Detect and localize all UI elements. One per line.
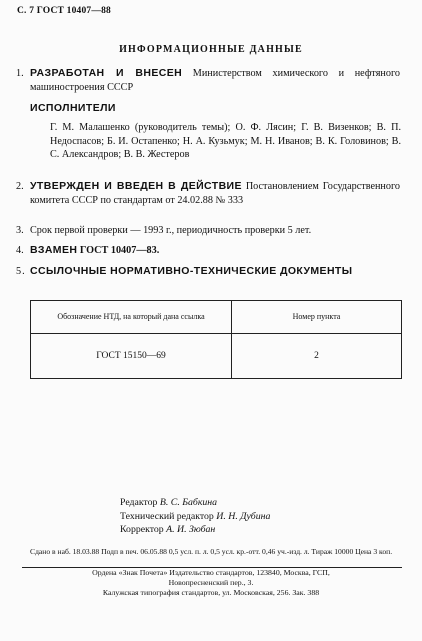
item-caption: РАЗРАБОТАН И ВНЕСЕН bbox=[30, 67, 183, 79]
publisher-info bbox=[0, 568, 422, 598]
column-header-clause: Номер пункта bbox=[232, 301, 402, 334]
table-header-row bbox=[31, 301, 402, 334]
item-number: 1. bbox=[16, 68, 24, 79]
editor-role: Редактор bbox=[120, 497, 158, 508]
table-row bbox=[31, 334, 402, 379]
info-item-4 bbox=[16, 244, 400, 258]
executors-heading: ИСПОЛНИТЕЛИ bbox=[30, 102, 116, 114]
column-header-document: Обозначение НТД, на который дана ссылка bbox=[31, 301, 232, 334]
print-details: Сдано в наб. 18.03.88 Подп в печ. 06.05.88 0,5 усл. п. л. 0,5 усл. кр.-отт. 0,46 уч.-изд. л. Тираж 10000 Цена 3 коп. bbox=[30, 547, 393, 556]
item-text: Постановлением Государственного комитета СССР по стандартам от 24.02.88 № 333 bbox=[30, 181, 400, 206]
item-text: Срок первой проверки — 1993 г., периодичность проверки 5 лет. bbox=[30, 225, 312, 236]
info-item-5 bbox=[16, 265, 400, 279]
editor-line bbox=[120, 523, 270, 537]
editor-name: В. С. Бабкина bbox=[159, 497, 218, 508]
info-item-3 bbox=[16, 224, 400, 238]
page-header: С. 7 ГОСТ 10407—88 bbox=[17, 6, 111, 16]
table-cell-document: ГОСТ 15150—69 bbox=[31, 334, 232, 379]
publisher-line: Новопресненский пер., 3. bbox=[168, 578, 254, 587]
publisher-line: Калужская типография стандартов, ул. Московская, 256. Зак. 388 bbox=[102, 588, 320, 597]
table-cell-clause: 2 bbox=[232, 334, 402, 379]
editor-role: Технический редактор bbox=[120, 510, 214, 522]
publisher-line: Ордена «Знак Почета» Издательство стандартов, 123840, Москва, ГСП, bbox=[92, 568, 330, 577]
editor-role: Корректор bbox=[120, 524, 164, 535]
info-item-1 bbox=[16, 67, 400, 94]
item-text: ГОСТ 10407—83. bbox=[79, 245, 160, 256]
item-caption: ССЫЛОЧНЫЕ НОРМАТИВНО-ТЕХНИЧЕСКИЕ ДОКУМЕНТЫ bbox=[30, 265, 353, 277]
item-number: 2. bbox=[16, 181, 24, 192]
item-number: 5. bbox=[16, 266, 26, 277]
reference-documents-table bbox=[30, 300, 402, 379]
editor-line bbox=[120, 510, 270, 524]
item-text: Министерством химического и нефтяного машиностроения СССР bbox=[30, 68, 400, 93]
item-number: 4. bbox=[16, 245, 24, 256]
editor-name: И. Н. Дубина bbox=[216, 510, 271, 522]
item-caption: ВЗАМЕН bbox=[30, 244, 78, 256]
editor-line bbox=[120, 496, 270, 510]
item-caption: УТВЕРЖДЕН И ВВЕДЕН В ДЕЙСТВИЕ bbox=[30, 180, 242, 192]
executors-list: Г. М. Малашенко (руководитель темы); О. Ф. Лясин; Г. В. Визенков; В. П. Недоспасов; Б. И. Остапенко; Н. А. Кузьмук; М. Н. Иванов; В. К. Головинов; В. С. Александров; В. В. Жестеров bbox=[50, 122, 401, 160]
item-number: 3. bbox=[16, 225, 24, 236]
editor-name: А. И. Зюбан bbox=[166, 524, 216, 535]
info-item-2 bbox=[16, 180, 400, 207]
editors-block bbox=[120, 496, 270, 537]
page-title: ИНФОРМАЦИОННЫЕ ДАННЫЕ bbox=[119, 44, 303, 55]
